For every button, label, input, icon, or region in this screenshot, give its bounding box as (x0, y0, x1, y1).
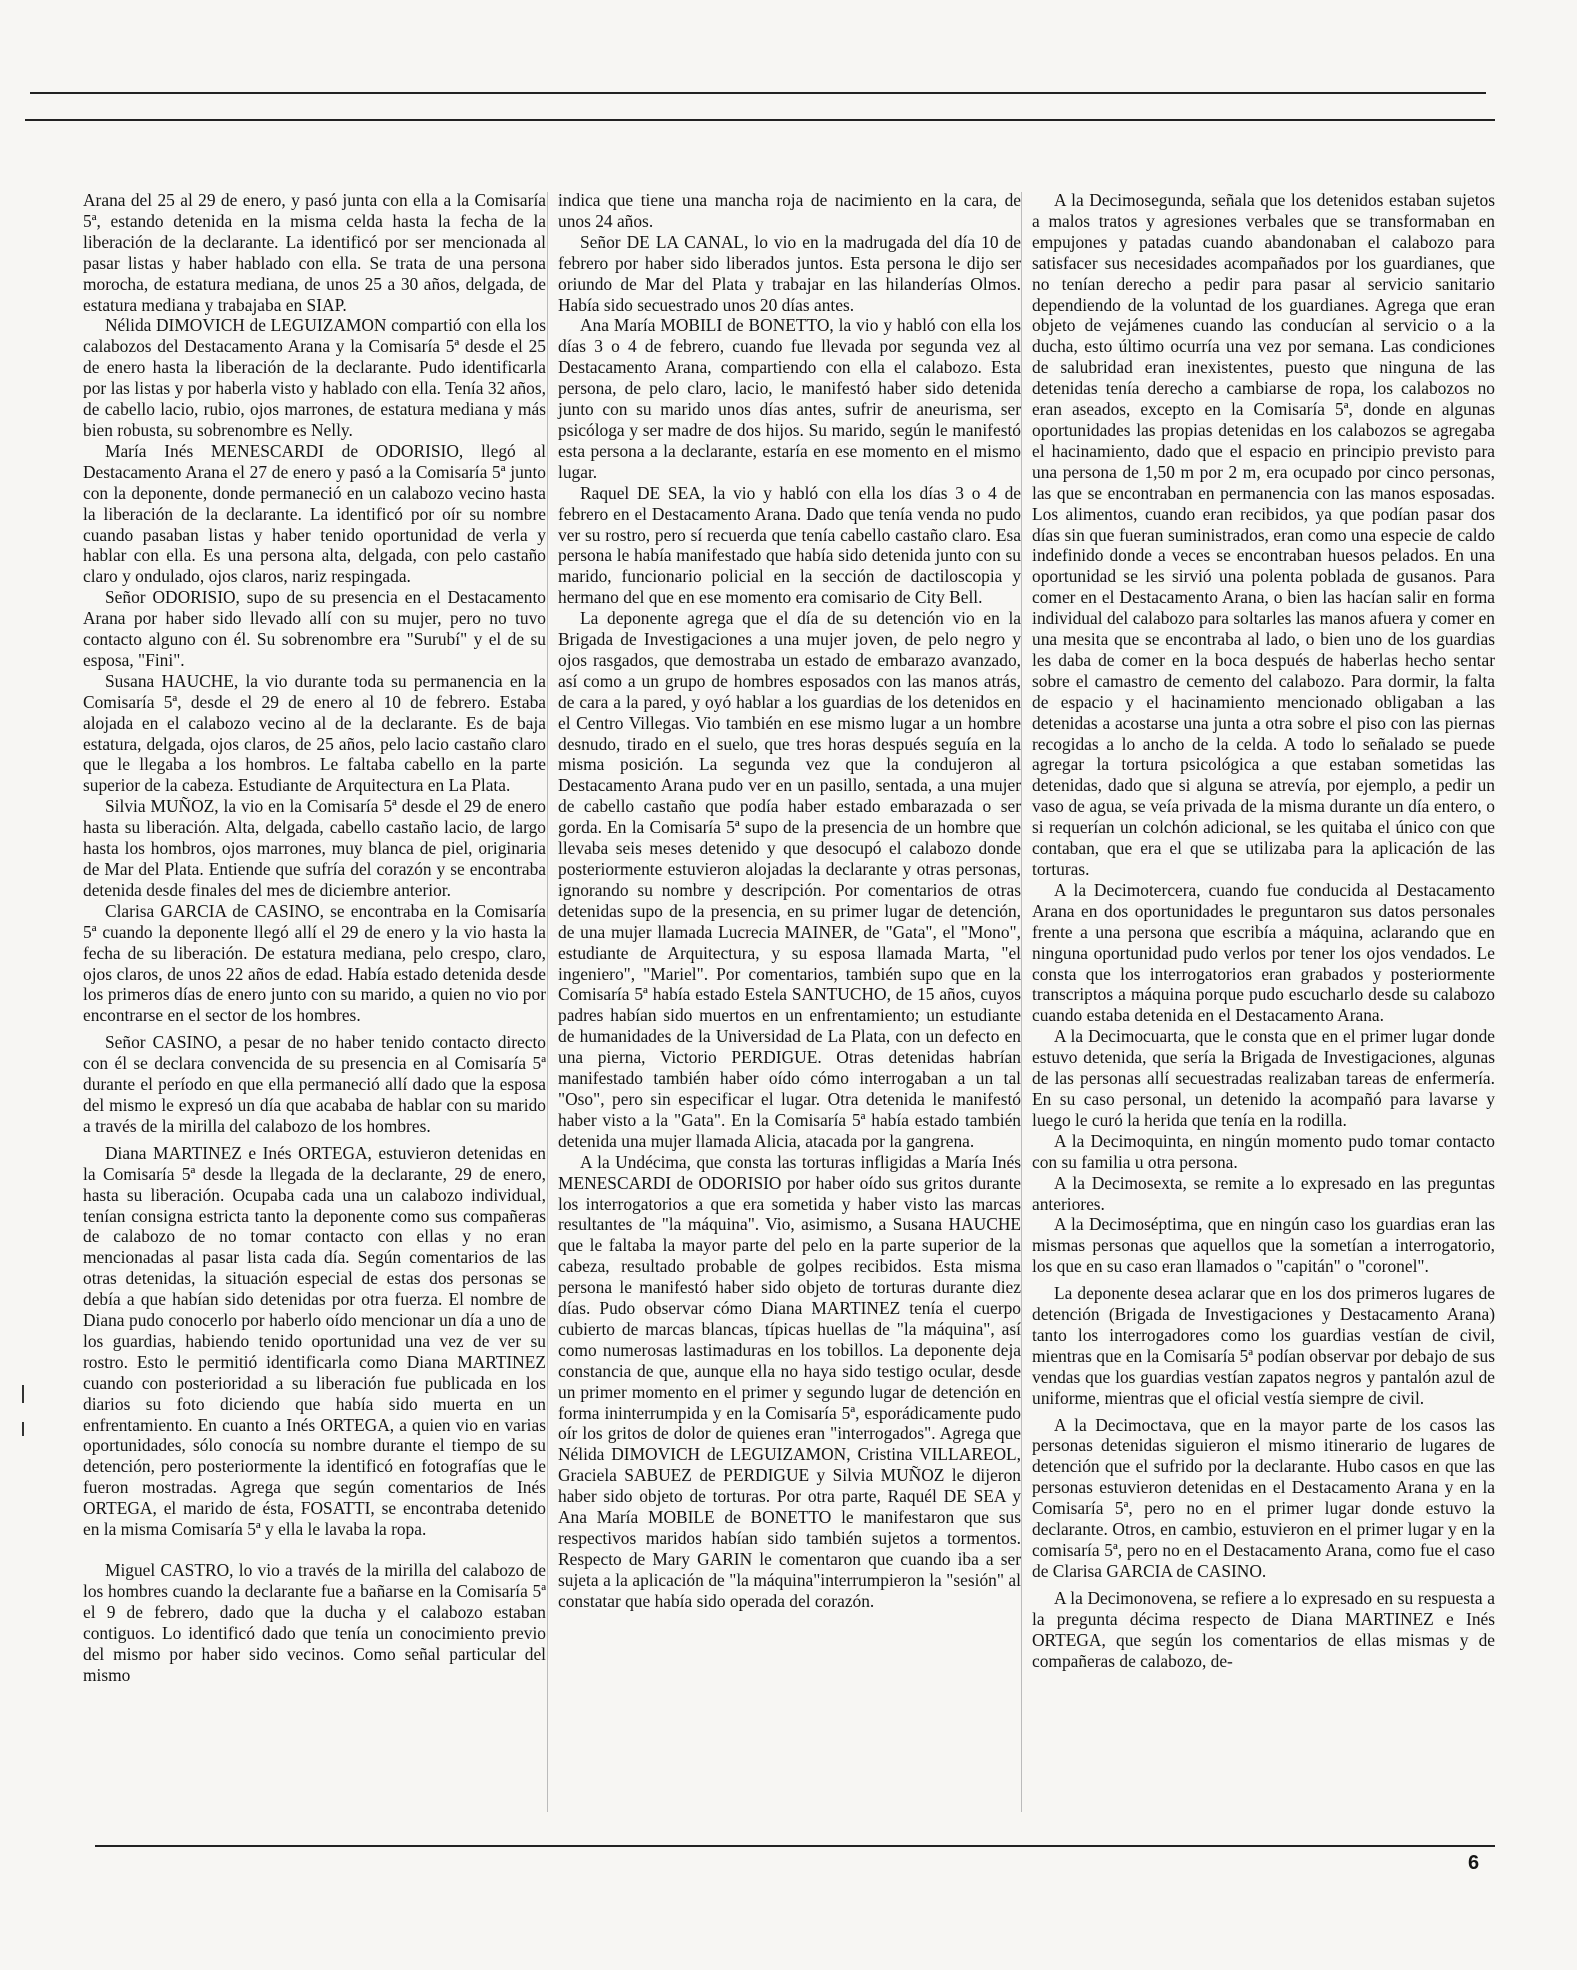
top-rule (30, 92, 1486, 94)
paragraph: Clarisa GARCIA de CASINO, se encontraba en la Comisaría 5ª cuando la deponente llegó allí el 29 de enero y la vio hasta la fecha de su liberación. De estatura mediana, pelo crespo, claro, ojos claros, de unos 22 años de edad. Había estado detenida desde los primeros días de enero junto con su marido, a quien no vio por encontrarse en el sector de los hombres. (83, 900, 546, 1026)
paragraph: A la Decimotercera, cuando fue conducida al Destacamento Arana en dos oportunidades le preguntaron sus datos personales frente a una persona que escribía a máquina, aclarando que en ninguna oportunidad pudo verlos por tener los ojos vendados. Le consta que los interrogatorios eran grabados y posteriormente transcriptos a máquina porque pudo escucharlo desde su calabozo cuando estaba detenida en el Destacamento Arana. (1032, 879, 1495, 1026)
paragraph: A la Decimosegunda, señala que los detenidos estaban sujetos a malos tratos y agresiones verbales que se transformaban en empujones y patadas cuando abandonaban el calabozo para satisfacer sus necesidades acompañados por los guardianes, que no tenían derecho a pedir para pasar al servicio sanitario dependiendo de la voluntad de los guardianes. Agrega que eran objeto de vejámenes cuando las conducían al servicio o a la ducha, esto último ocurría una vez por semana. Las condiciones de salubridad eran inexistentes, puesto que ninguna de las detenidas tenía derecho a cambiarse de ropa, los calabozos no eran aseados, excepto en la Comisaría 5ª, donde en algunas oportunidades las propias detenidas en los calabozos se agregaba el hacinamiento, dado que el espacio en principio previsto para una persona de 1,50 m por 2 m, era ocupado por cinco personas, las que se encontraban en permanencia con las manos esposadas. Los alimentos, cuando eran recibidos, ya que podían pasar dos días sin que fueran suministrados, eran como una especie de caldo indefinido donde a veces se encontraban huesos pelados. En una oportunidad se les sirvió una polenta poblada de gusanos. Para comer en el Destacamento Arana, o bien las hacían salir en forma individual del calabozo para soltarles las manos afuera y comer en una mesita que se encontraba al lado, o bien uno de los guardias les daba de comer en la boca después de haberlas hecho sentar sobre el camastro de cemento del calabozo. Para dormir, la falta de espacio y el hacinamiento mencionado obligaban a las detenidas a acostarse una junta a otra sobre el piso con las piernas recogidas a lo ancho de la celda. A todo lo señalado se puede agregar la tortura psicológica a que estaban sometidas las detenidas, dado que si alguna se atrevía, por ejemplo, a pedir un vaso de agua, se veía privada de la misma durante un día entero, o si requerían un colchón adicional, se les quitaba el único con que contaban, que era el que se utilizaba para la aplicación de las torturas. (1032, 190, 1495, 879)
paragraph: indica que tiene una mancha roja de nacimiento en la cara, de unos 24 años. (558, 190, 1021, 231)
paragraph: La deponente agrega que el día de su detención vio en la Brigada de Investigaciones a una mujer joven, de pelo negro y ojos rasgados, que demostraba un estado de embarazo avanzado, así como a un grupo de hombres esposados con las manos atrás, de cara a la pared, y oyó hablar a los guardias de los detenidos en el Centro Villegas. Vio también en ese mismo lugar a un hombre desnudo, tirado en el suelo, que tres horas después seguía en la misma posición. La segunda vez que la condujeron al Destacamento Arana pudo ver en un pasillo, sentada, a una mujer de cabello castaño que podía haber estado embarazada o ser gorda. En la Comisaría 5ª supo de la presencia de un hombre que llevaba seis meses detenido y que desocupó el calabozo donde posteriormente estuvieron alojadas la declarante y otras personas, ignorando su nombre y descripción. Por comentarios de otras detenidas supo de la presencia, en su primer lugar de detención, de una mujer llamada Lucrecia MAINER, de "Gata", el "Mono", estudiante de Arquitectura, y su esposa llamada Marta, "el ingeniero", "Mariel". Por comentarios, también supo que en la Comisaría 5ª había estado Estela SANTUCHO, de 15 años, cuyos padres habían sido muertos en un enfrentamiento; un estudiante de humanidades de la Universidad de La Plata, con un defecto en una pierna, Victorio PERDIGUE. Otras detenidas habrían manifestado también haber oído cómo interrogaban a un tal "Oso", pero sin especificar el lugar. Otra detenida le manifestó haber visto a la "Gata". En la Comisaría 5ª había estado también detenida una mujer llamada Alicia, atacada por la gangrena. (558, 608, 1021, 1151)
column-divider-2 (1021, 192, 1022, 1812)
paragraph: A la Decimoquinta, en ningún momento pudo tomar contacto con su familia u otra persona. (1032, 1130, 1495, 1172)
paragraph: Miguel CASTRO, lo vio a través de la mirilla del calabozo de los hombres cuando la declarante fue a bañarse en la Comisaría 5ª el 9 de febrero, dado que la ducha y el calabozo estaban contiguos. Lo identificó dado que tenía un conocimiento previo del mismo por haber sido vecinos. Como señal particular del mismo (83, 1560, 546, 1685)
text-column-3 (1032, 190, 1495, 1671)
margin-mark-upper (22, 1385, 24, 1403)
paragraph: A la Decimoséptima, que en ningún caso los guardias eran las mismas personas que aquellos que la sometían a interrogatorio, los que en su caso eran llamados o "capitán" o "coronel". (1032, 1214, 1495, 1277)
column-divider-1 (547, 192, 548, 1812)
paragraph: A la Decimosexta, se remite a lo expresado en las preguntas anteriores. (1032, 1172, 1495, 1214)
paragraph: Señor ODORISIO, supo de su presencia en el Destacamento Arana por haber sido llevado allí con su mujer, pero no tuvo contacto alguno con él. Su sobrenombre era "Surubí" y el de su esposa, "Fini". (83, 587, 546, 670)
paragraph: Diana MARTINEZ e Inés ORTEGA, estuvieron detenidas en la Comisaría 5ª desde la llegada de la declarante, 29 de enero, hasta su liberación. Ocupaba cada una un calabozo individual, tenían consigna estricta tanto la deponente como sus compañeras de calabozo de no tomar contacto con ellas y no eran mencionadas al pasar lista cada día. Según comentarios de las otras detenidas, la situación especial de estas dos personas se debía a que habían sido detenidas por otra fuerza. El nombre de Diana pudo conocerlo por haberlo oído mencionar un día a uno de los guardias, habiendo tenido oportunidad una vez de ver su rostro. Esto le permitió identificarla como Diana MARTINEZ cuando con posterioridad a su liberación fue publicada en los diarios su foto diciendo que había sido muerta en un enfrentamiento. En cuanto a Inés ORTEGA, a quien vio en varias oportunidades, sólo conocía su nombre durante el tiempo de su detención, pero posteriormente la identificó en fotografías que le fueron mostradas. Agrega que según comentarios de Inés ORTEGA, el marido de ésta, FOSATTI, se encontraba detenido en la misma Comisaría 5ª y ella le lavaba la ropa. (83, 1142, 546, 1540)
paragraph: Ana María MOBILI de BONETTO, la vio y habló con ella los días 3 o 4 de febrero, cuando fue llevada por segunda vez al Destacamento Arana, compartiendo con ella el calabozo. Esta persona, de pelo claro, lacio, le manifestó haber sido detenida junto con su marido unos días antes, sufrir de aneurisma, ser psicóloga y ser madre de dos hijos. Su marido, según le manifestó esta persona a la declarante, estaría en ese momento en el mismo lugar. (558, 315, 1021, 482)
paragraph: A la Undécima, que consta las torturas infligidas a María Inés MENESCARDI de ODORISIO por haber oído sus gritos durante los interrogatorios a que era sometida y haber visto las marcas resultantes de "la máquina". Vio, asimismo, a Susana HAUCHE que le faltaba la mayor parte del pelo en la parte superior de la cabeza, resultado probable de golpes recibidos. Esta misma persona le manifestó haber sido objeto de torturas durante diez días. Pudo observar cómo Diana MARTINEZ tenía el cuerpo cubierto de marcas blancas, típicas huellas de "la máquina", así como numerosas lastimaduras en los tobillos. La deponente deja constancia de que, aunque ella no haya sido testigo ocular, desde un primer momento en el primer y segundo lugar de detención en forma ininterrumpida y en la Comisaría 5ª, esporádicamente pudo oír los gritos de dolor de quienes eran "interrogados". Agrega que Nélida DIMOVICH de LEGUIZAMON, Cristina VILLAREOL, Graciela SABUEZ de PERDIGUE y Silvia MUÑOZ le dijeron haber sido objeto de torturas. Por otra parte, Raquél DE SEA y Ana María MOBILE de BONETTO le manifestaron que sus respectivos maridos habían sido también sujetos a tormentos. Respecto de Mary GARIN le comentaron que cuando iba a ser sujeta a la aplicación de "la máquina"interrumpieron la "sesión" al constatar que había sido operada del corazón. (558, 1151, 1021, 1611)
paragraph: Arana del 25 al 29 de enero, y pasó junta con ella a la Comisaría 5ª, estando detenida en la misma celda hasta la fecha de la liberación de la declarante. La identificó por ser mencionada al pasar listas y haber hablado con ella. Se trata de una persona morocha, de estatura mediana, de unos 25 a 30 años, delgada, de estatura mediana y trabajaba en SIAP. (83, 190, 546, 315)
page-number: 6 (1468, 1852, 1480, 1874)
paragraph: Silvia MUÑOZ, la vio en la Comisaría 5ª desde el 29 de enero hasta su liberación. Alta, delgada, cabello castaño lacio, de largo hasta los hombros, ojos marrones, muy blanca de piel, originaria de Mar del Plata. Entiende que sufría del corazón y se encontraba detenida desde finales del mes de diciembre anterior. (83, 796, 546, 900)
paragraph: Raquel DE SEA, la vio y habló con ella los días 3 o 4 de febrero en el Destacamento Arana. Dado que tenía venda no pudo ver su rostro, pero sí recuerda que tenía cabello castaño claro. Esa persona le había manifestado que había sido detenida junto con su marido, funcionario policial en la sección de dactiloscopia y hermano del que en ese momento era comisario de City Bell. (558, 482, 1021, 608)
text-column-1 (83, 190, 546, 1685)
margin-mark-lower (22, 1422, 24, 1436)
paragraph: La deponente desea aclarar que en los dos primeros lugares de detención (Brigada de Investigaciones y Destacamento Arana) tanto los interrogadores como los guardias vestían de civil, mientras que en la Comisaría 5ª podían observar por debajo de sus vendas que los guardias vestían zapatos negros y pantalón azul de uniforme, mientras que el oficial vestía siempre de civil. (1032, 1283, 1495, 1408)
paragraph: Señor CASINO, a pesar de no haber tenido contacto directo con él se declara convencida de su presencia en al Comisaría 5ª durante el período en que ella permaneció allí dado que la esposa del mismo le expresó un día que acababa de hablar con su marido a través de la mirilla del calabozo de los hombres. (83, 1032, 546, 1136)
paragraph: Señor DE LA CANAL, lo vio en la madrugada del día 10 de febrero por haber sido liberados juntos. Esta persona le dijo ser oriundo de Mar del Plata y trabajar en las hilanderías Olmos. Había sido secuestrado unos 20 días antes. (558, 231, 1021, 315)
paragraph: A la Decimoctava, que en la mayor parte de los casos las personas detenidas siguieron el mismo itinerario de lugares de detención que el sufrido por la declarante. Hubo casos en que las personas estuvieron detenidas en el Destacamento Arana y en la Comisaría 5ª, pero no en el primer lugar donde estuvo la declarante. Otros, en cambio, estuvieron en el primer lugar y en la comisaría 5ª, pero no en el Destacamento Arana, como fue el caso de Clarisa GARCIA de CASINO. (1032, 1414, 1495, 1581)
paragraph: A la Decimonovena, se refiere a lo expresado en su respuesta a la pregunta décima respecto de Diana MARTINEZ e Inés ORTEGA, que según los comentarios de ellas mismas y de compañeras de calabozo, de- (1032, 1587, 1495, 1671)
paragraph: María Inés MENESCARDI de ODORISIO, llegó al Destacamento Arana el 27 de enero y pasó a la Comisaría 5ª junto con la deponente, donde permaneció en un calabozo vecino hasta la liberación de la declarante. La identificó por oír su nombre cuando pasaban listas y haber tenido oportunidad de verla y hablar con ella. Es una persona alta, delgada, con pelo castaño claro y ondulado, ojos claros, nariz respingada. (83, 440, 546, 587)
text-column-2 (558, 190, 1021, 1612)
bottom-rule (95, 1845, 1495, 1847)
paragraph: Nélida DIMOVICH de LEGUIZAMON compartió con ella los calabozos del Destacamento Arana y la Comisaría 5ª desde el 25 de enero hasta la liberación de la declarante. Pudo identificarla por las listas y por haberla visto y hablado con ella. Tenía 32 años, de cabello lacio, rubio, ojos marrones, de estatura mediana y más bien robusta, su sobrenombre es Nelly. (83, 315, 546, 440)
paragraph: Susana HAUCHE, la vio durante toda su permanencia en la Comisaría 5ª, desde el 29 de enero al 10 de febrero. Estaba alojada en el calabozo vecino al de la declarante. Es de baja estatura, delgada, ojos claros, de 25 años, pelo lacio castaño claro que le llegaba a los hombros. Le faltaba cabello en la parte superior de la cabeza. Estudiante de Arquitectura en La Plata. (83, 670, 546, 796)
second-rule (25, 119, 1495, 121)
paragraph: A la Decimocuarta, que le consta que en el primer lugar donde estuvo detenida, que sería la Brigada de Investigaciones, algunas de las personas allí secuestradas realizaban tareas de enfermería. En su caso personal, un detenido la acompañó para lavarse y luego le curó la herida que tenía en la rodilla. (1032, 1026, 1495, 1130)
